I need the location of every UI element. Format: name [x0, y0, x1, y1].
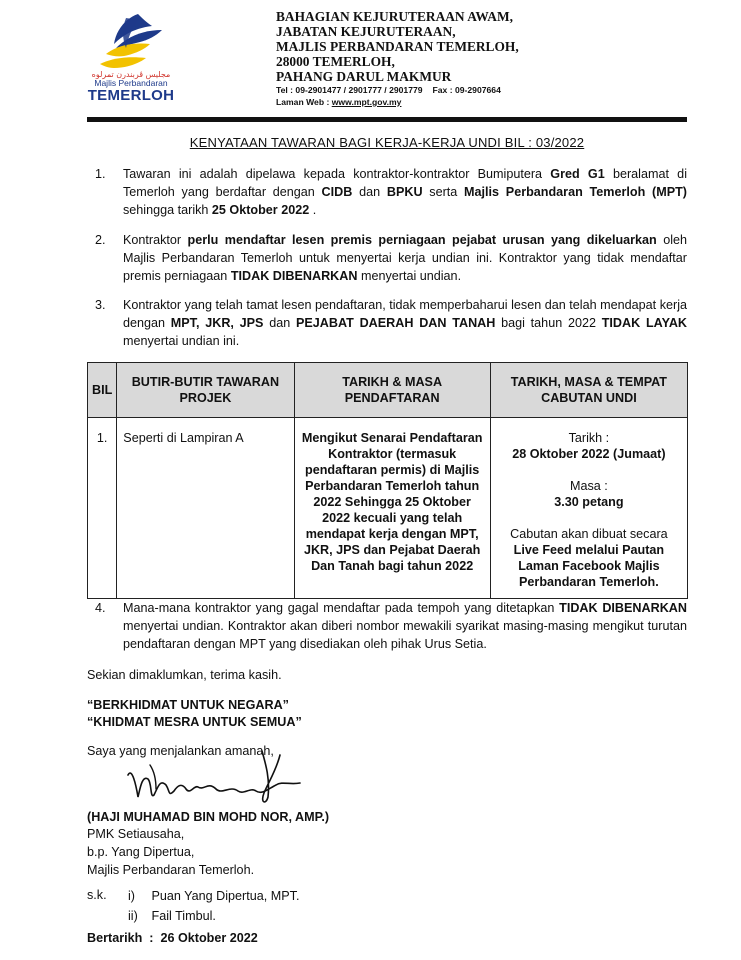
text: oleh Majlis Perbandaran Temerloh untuk menyertai kerja undian ini. Kontraktor yang tidak mendaftar premis perniagaan [123, 233, 687, 283]
header-divider [87, 117, 687, 122]
text: beralamat di Temerloh yang berdaftar dengan [123, 167, 687, 199]
logo-subtitle: Majlis Perbandaran [94, 78, 168, 88]
paragraph-number: 3. [95, 298, 106, 312]
motto-line: “BERKHIDMAT UNTUK NEGARA” [87, 698, 289, 712]
draw-method-bold: Live Feed melalui Pautan Laman Facebook Majlis Perbandaran Temerloh. [513, 543, 665, 589]
cc-number: i) [128, 889, 135, 903]
column-header: BUTIR-BUTIR TAWARAN PROJEK [117, 363, 294, 418]
signatory-title: PMK Setiausaha, [87, 827, 185, 841]
text-bold: TIDAK DIBENARKAN [230, 269, 358, 283]
logo-name: TEMERLOH [87, 87, 175, 104]
document-title: KENYATAAN TAWARAN BAGI KERJA-KERJA UNDI BIL : 03/2022 [189, 135, 585, 150]
text: menyertai undian ini. [123, 334, 240, 348]
cell-bil: 1. [88, 418, 117, 599]
org-line: PAHANG DARUL MAKMUR [276, 69, 452, 84]
cc-item [128, 906, 299, 926]
paragraph-1 [87, 165, 687, 219]
cc-text: Fail Timbul. [151, 909, 216, 923]
column-header: TARIKH, MASA & TEMPAT CABUTAN UNDI [490, 363, 687, 418]
draw-method: Cabutan akan dibuat secara [510, 527, 668, 541]
text-bold: TIDAK LAYAK [601, 316, 688, 330]
draw-time: 3.30 petang [554, 495, 624, 509]
letterhead-address [276, 9, 706, 108]
offer-table [87, 362, 688, 599]
registration-details: Mengikut Senarai Pendaftaran Kontraktor (termasuk pendaftaran permis) di Majlis Perbandaran Temerloh tahun 2022 Sehingga 25 Oktober 2022 kecuali yang telah mendapat kerja dengan MPT, JKR, JPS dan Pejabat Daerah Dan Tanah bagi tahun 2022 [301, 431, 483, 573]
column-header: BIL [88, 363, 117, 418]
table-row [88, 418, 688, 599]
text-bold: PEJABAT DAERAH DAN TANAH [295, 316, 496, 330]
text: . [309, 203, 317, 217]
document-date: Bertarikh : 26 Oktober 2022 [87, 931, 258, 945]
logo-arabic-text: مجليس ڤربندرن تمرلوه [91, 70, 171, 79]
signatory-title: Majlis Perbandaran Temerloh. [87, 863, 255, 877]
text: dan [352, 185, 387, 199]
signatory-name: (HAJI MUHAMAD BIN MOHD NOR, AMP.) [87, 810, 330, 824]
text: Kontraktor yang telah tamat lesen pendaftaran, tidak memperbaharui lesen dan telah mendapat kerja dengan [123, 298, 687, 330]
text: Tawaran ini adalah dipelawa kepada kontraktor-kontraktor Bumiputera [123, 167, 551, 181]
text: Kontraktor [123, 233, 188, 247]
org-line: JABATAN KEJURUTERAAN, [276, 24, 456, 39]
text-bold: TIDAK DIBENARKAN [559, 601, 687, 615]
cc-label: s.k. [87, 888, 107, 902]
handwritten-signature [120, 745, 310, 815]
website-link[interactable]: www.mpt.gov.my [331, 97, 402, 107]
website-label: Laman Web : [276, 97, 330, 107]
column-header: TARIKH & MASA PENDAFTARAN [294, 363, 490, 418]
text-bold: 25 Oktober 2022 [211, 203, 310, 217]
org-line: MAJLIS PERBANDARAN TEMERLOH, [276, 39, 519, 54]
closing-text: Sekian dimaklumkan, terima kasih. [87, 668, 282, 682]
cell-pendaftaran [294, 418, 490, 599]
paragraph-3 [87, 296, 687, 350]
signoff-text: Saya yang menjalankan amanah, [87, 744, 274, 758]
cell-cabutan [490, 418, 687, 599]
text: dan [263, 316, 296, 330]
draw-date: 28 Oktober 2022 (Jumaat) [512, 447, 666, 461]
fax-number: Fax : 09-2907664 [432, 85, 501, 95]
motto-line: “KHIDMAT MESRA UNTUK SEMUA” [87, 715, 302, 729]
org-line: BAHAGIAN KEJURUTERAAN AWAM, [276, 9, 513, 24]
cc-list [128, 886, 299, 926]
cc-text: Puan Yang Dipertua, MPT. [151, 889, 300, 903]
text-bold: MPT, JKR, JPS [170, 316, 264, 330]
text-bold: CIDB [321, 185, 353, 199]
time-label: Masa : [570, 479, 608, 493]
paragraph-number: 4. [95, 601, 106, 615]
date-label: Tarikh : [568, 431, 610, 445]
text-bold: Majlis Perbandaran Temerloh (MPT) [464, 185, 688, 199]
signatory-title: b.p. Yang Dipertua, [87, 845, 195, 859]
text: bagi tahun 2022 [495, 316, 602, 330]
org-line: 28000 TEMERLOH, [276, 54, 395, 69]
text-bold: perlu mendaftar lesen premis perniagaan pejabat urusan yang dikeluarkan [187, 233, 657, 247]
paragraph-4 [87, 599, 687, 653]
contact-line [276, 84, 706, 96]
cc-item [128, 886, 299, 906]
paragraph-number: 2. [95, 233, 106, 247]
cc-number: ii) [128, 909, 138, 923]
text-bold: Gred G1 [550, 167, 605, 181]
text: Mana-mana kontraktor yang gagal mendaftar pada tempoh yang ditetapkan [123, 601, 560, 615]
text: serta [422, 185, 465, 199]
text: menyertai undian. [357, 269, 462, 283]
website-line [276, 96, 706, 108]
text: menyertai undian. Kontraktor akan diberi nombor mewakili syarikat masing-masing mengikut turutan pendaftaran dengan MPT yang disediakan oleh pihak Urus Setia. [123, 619, 687, 651]
paragraph-number: 1. [95, 167, 106, 181]
table-header-row [88, 363, 688, 418]
tel-number: Tel : 09-2901477 / 2901777 / 2901779 [276, 85, 423, 95]
cell-butir: Seperti di Lampiran A [117, 418, 294, 599]
text: sehingga tarikh [123, 203, 212, 217]
text-bold: BPKU [386, 185, 423, 199]
paragraph-2 [87, 231, 687, 285]
